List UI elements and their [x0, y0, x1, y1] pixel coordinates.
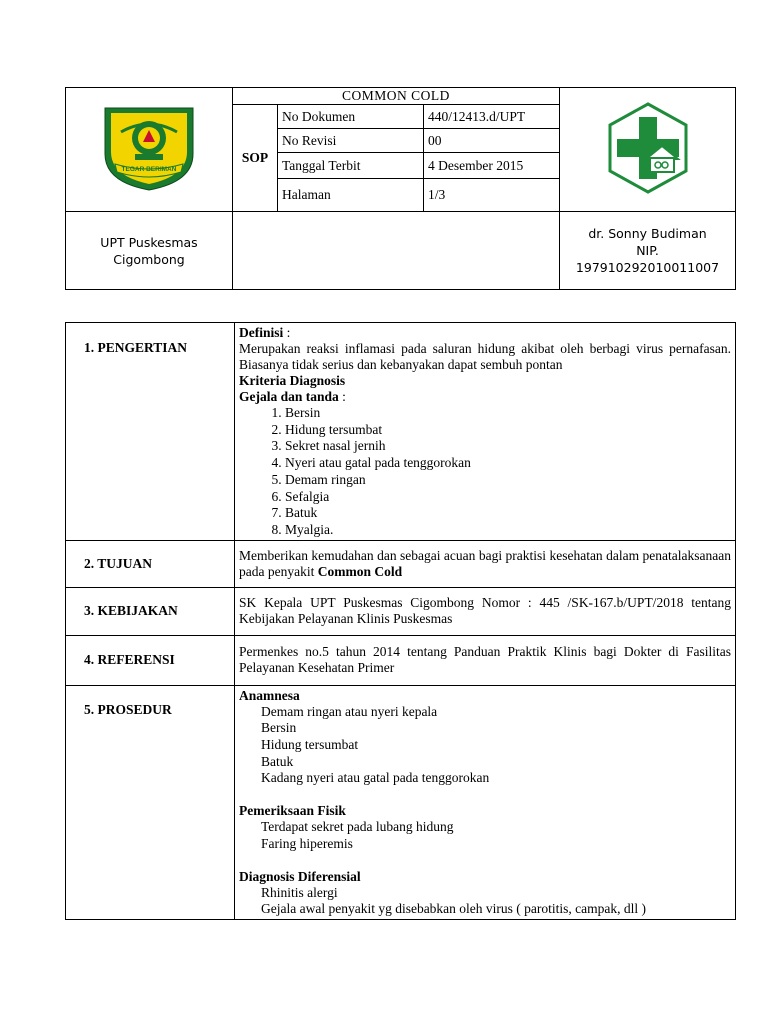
signer-block [560, 212, 736, 290]
list-item: Terdapat sekret pada lubang hidung [261, 819, 454, 835]
kebijakan-label: 3. KEBIJAKAN [66, 587, 235, 635]
list-item: Rhinitis alergi [261, 884, 338, 900]
gejala-list [239, 405, 731, 539]
definisi-text: Merupakan reaksi inflamasi pada saluran hidung akibat oleh berbagi virus pernafasan. Biasanya tidak serius dan kebanyakan dapat sembuh pontan [239, 341, 731, 372]
list-item: Demam ringan atau nyeri kepala [261, 703, 438, 719]
pengertian-label: 1. PENGERTIAN [66, 323, 235, 541]
left-logo-cell [66, 88, 233, 212]
no-dokumen-value: 440/12413.d/UPT [424, 105, 560, 129]
list-item: 2. Hidung tersumbat [285, 422, 731, 439]
gejala-label: Gejala dan tanda [239, 389, 339, 404]
list-item: 4. Nyeri atau gatal pada tenggorokan [285, 455, 731, 472]
document-title: COMMON COLD [233, 88, 560, 105]
list-item: 3. Sekret nasal jernih [285, 438, 731, 455]
content-table [65, 322, 736, 920]
signer-name: dr. Sonny Budiman [588, 226, 707, 241]
unit-name [66, 212, 233, 290]
anamnesa-label: Anamnesa [239, 687, 300, 703]
halaman-label: Halaman [278, 179, 424, 212]
section-pengertian [66, 323, 736, 541]
list-item: Faring hiperemis [261, 835, 353, 851]
list-item: Gejala awal penyakit yg disebabkan oleh virus ( parotitis, campak, dll ) [261, 901, 647, 917]
section-prosedur [66, 685, 736, 919]
list-item: Bersin [261, 720, 297, 736]
pengertian-content [235, 323, 736, 541]
prosedur-label: 5. PROSEDUR [66, 685, 235, 919]
definisi-label: Definisi [239, 325, 284, 340]
list-item: 7. Batuk [285, 505, 731, 522]
halaman-value: 1/3 [424, 179, 560, 212]
gejala-colon: : [338, 389, 346, 404]
diferensial-label: Diagnosis Diferensial [239, 868, 361, 884]
tanggal-terbit-label: Tanggal Terbit [278, 153, 424, 179]
no-revisi-value: 00 [424, 129, 560, 153]
section-referensi [66, 635, 736, 685]
bogor-emblem-icon [99, 102, 199, 194]
no-dokumen-label: No Dokumen [278, 105, 424, 129]
prosedur-content [235, 685, 736, 919]
definisi-colon: : [283, 325, 291, 340]
tujuan-text: Memberikan kemudahan dan sebagai acuan bagi praktisi kesehatan dalam penatalaksanaan pada penyakit [239, 547, 731, 579]
list-item: Hidung tersumbat [261, 737, 359, 753]
tujuan-label: 2. TUJUAN [66, 540, 235, 587]
kriteria-label: Kriteria Diagnosis [239, 373, 346, 388]
signature-blank [233, 212, 560, 290]
tanggal-terbit-value: 4 Desember 2015 [424, 153, 560, 179]
sop-label: SOP [233, 105, 278, 212]
list-item: 1. Bersin [285, 405, 731, 422]
section-tujuan [66, 540, 736, 587]
list-item: 8. Myalgia. [285, 522, 731, 539]
signer-nip-label: NIP. [636, 243, 659, 258]
emblem-motto: TEGAR BERIMAN [121, 165, 177, 173]
kebijakan-text: SK Kepala UPT Puskesmas Cigombong Nomor : 445 /SK-167.b/UPT/2018 tentang Kebijakan Pelayanan Klinis Puskesmas [235, 587, 736, 635]
list-item: Kadang nyeri atau gatal pada tenggorokan [261, 770, 490, 786]
right-logo-cell [560, 88, 736, 212]
referensi-label: 4. REFERENSI [66, 635, 235, 685]
list-item: Batuk [261, 753, 294, 769]
section-kebijakan [66, 587, 736, 635]
tujuan-text-bold: Common Cold [317, 563, 403, 579]
unit-line-2: Cigombong [113, 251, 185, 267]
referensi-text: Permenkes no.5 tahun 2014 tentang Panduan Praktik Klinis bagi Dokter di Fasilitas Pelayanan Kesehatan Primer [235, 635, 736, 685]
header-table [65, 87, 736, 290]
no-revisi-label: No Revisi [278, 129, 424, 153]
list-item: 5. Demam ringan [285, 472, 731, 489]
tujuan-content [235, 540, 736, 587]
list-item: 6. Sefalgia [285, 489, 731, 506]
puskesmas-logo-icon [606, 101, 690, 195]
unit-line-1: UPT Puskesmas [100, 234, 198, 250]
fisik-label: Pemeriksaan Fisik [239, 803, 346, 819]
signer-nip: 197910292010011007 [575, 260, 720, 275]
